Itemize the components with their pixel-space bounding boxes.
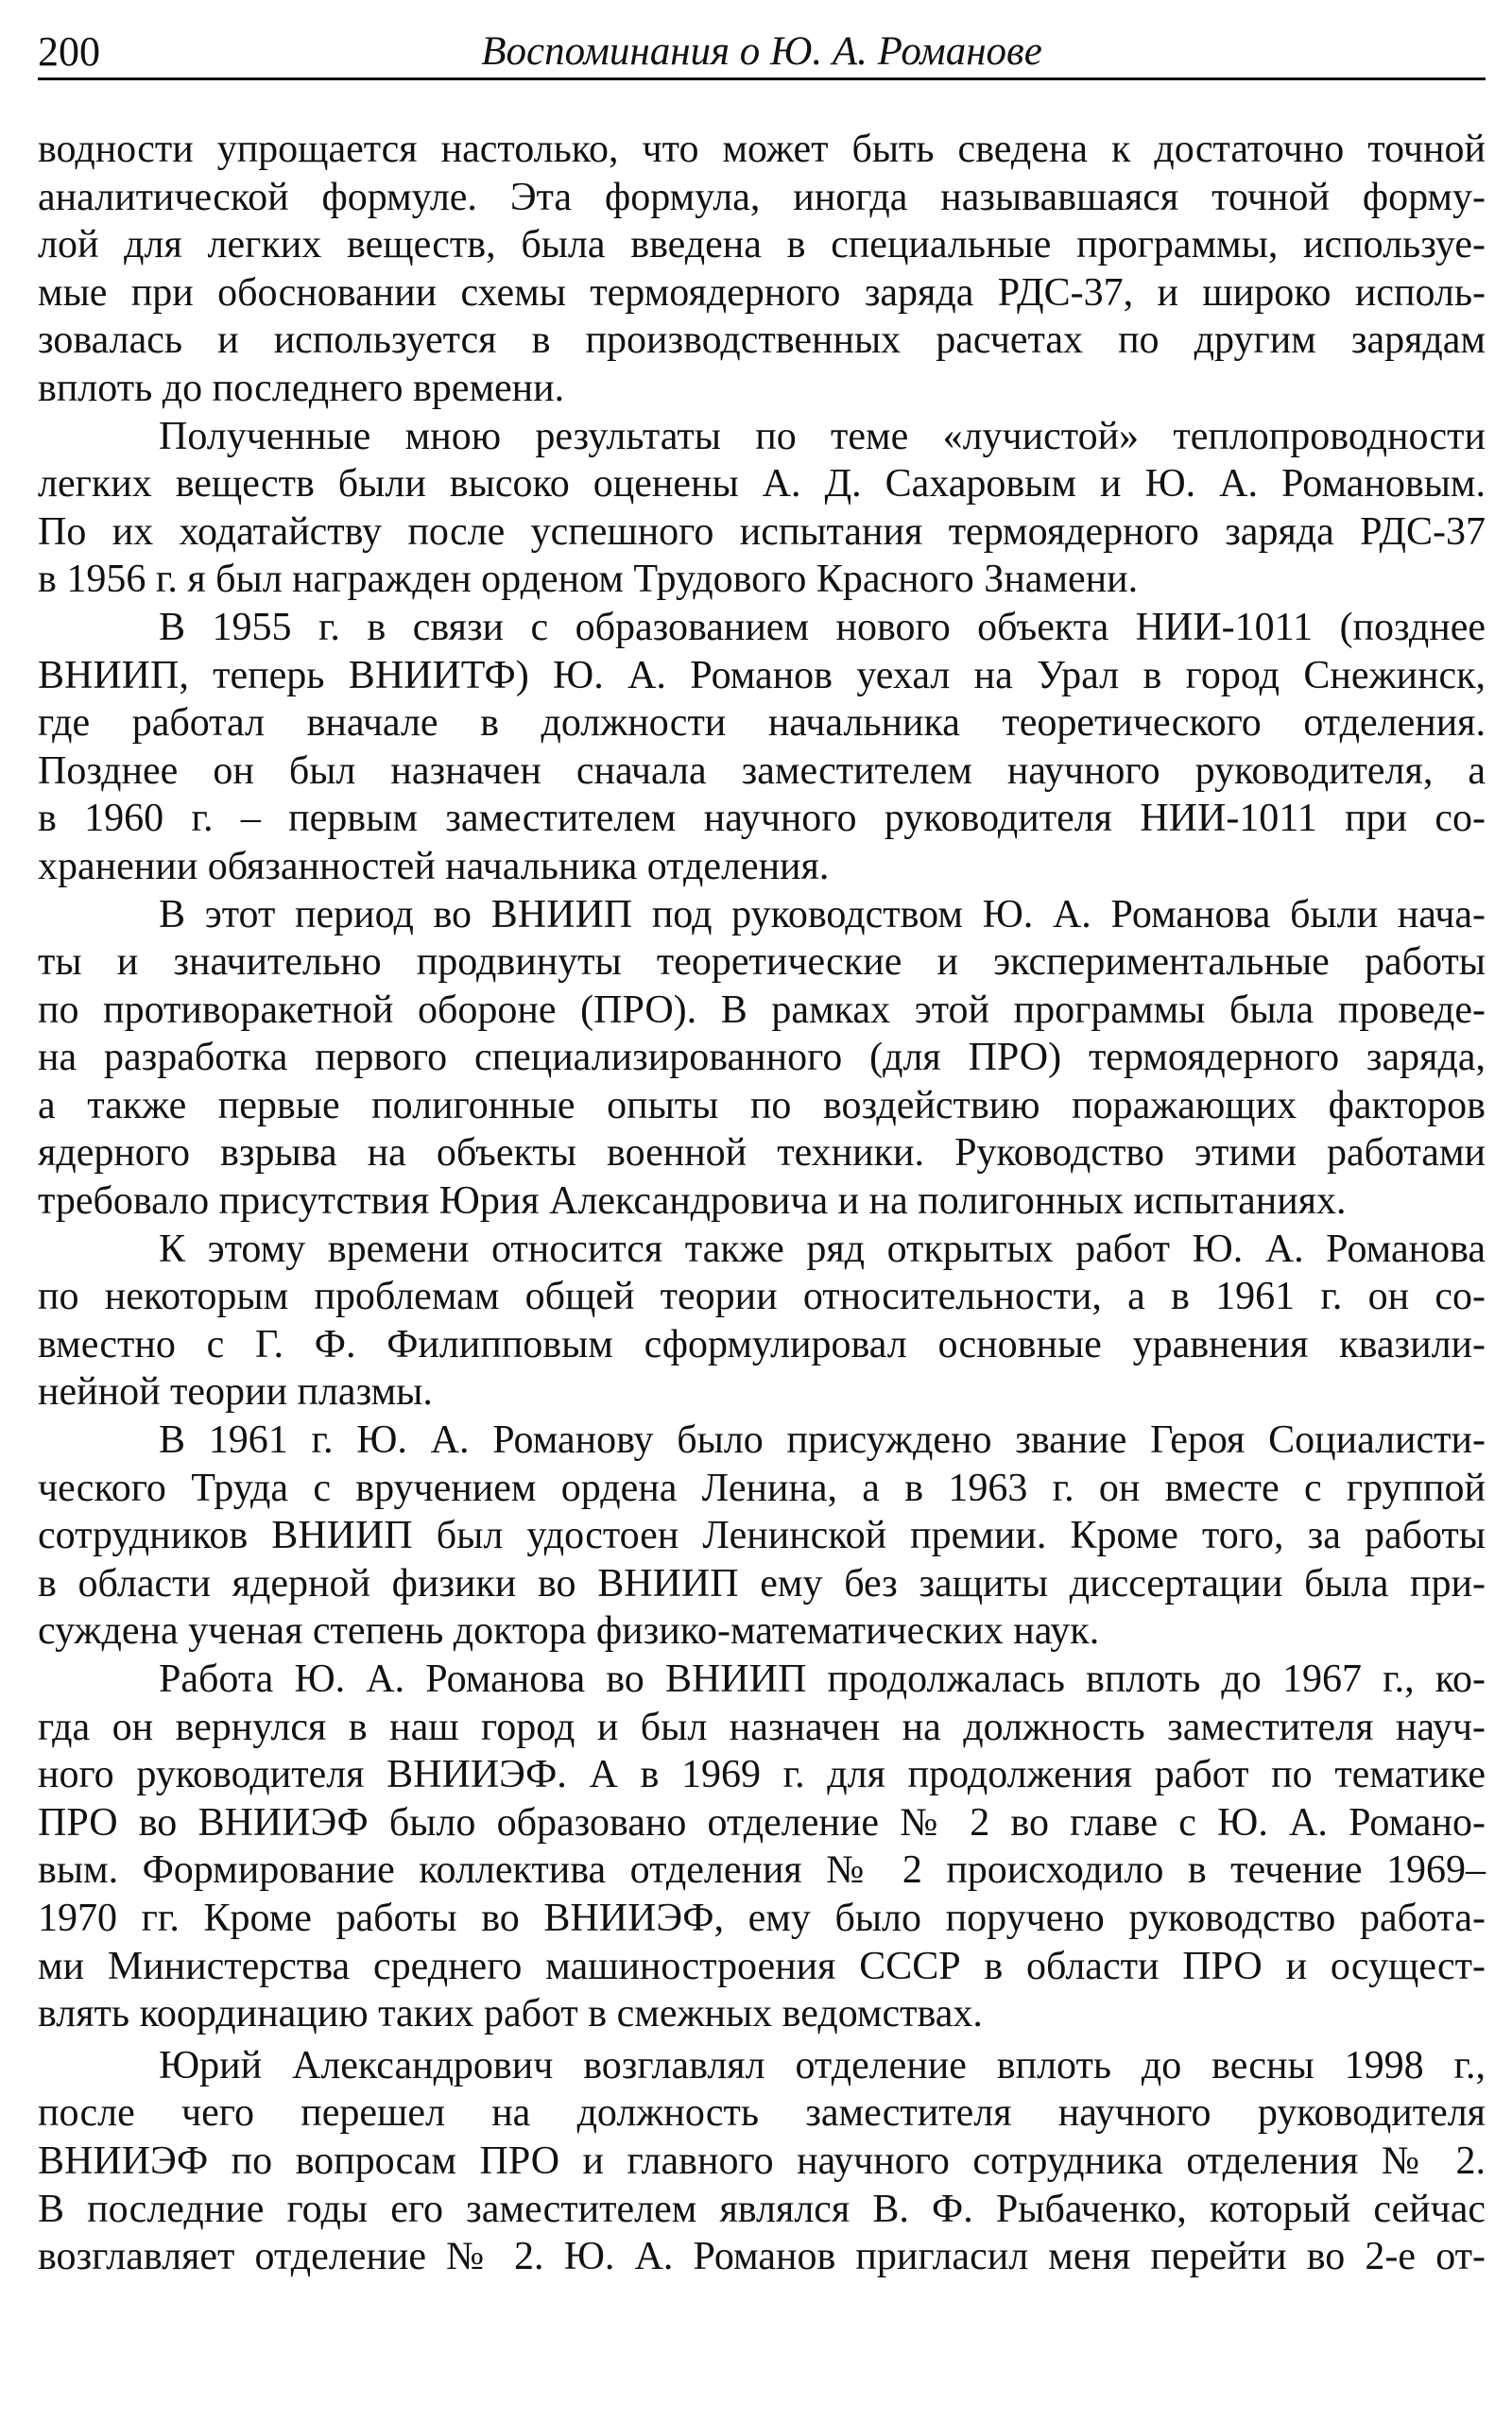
- text-line: где работал вначале в должности начальника теоретического отделения.: [38, 701, 1486, 746]
- text-line: нейной теории плазмы.: [38, 1370, 433, 1415]
- text-line: а также первые полигонные опыты по воздействию поражающих факторов: [38, 1083, 1486, 1127]
- text-line: ми Министерства среднего машиностроения СССР в области ПРО и осущест-: [38, 1944, 1486, 1988]
- text-line: гда он вернулся в наш город и был назначен на должность заместителя науч-: [38, 1705, 1486, 1749]
- text-line: возглавляет отделение № 2. Ю. А. Романов пригласил меня перейти во 2-е от-: [38, 2235, 1486, 2279]
- text-line: Полученные мною результаты по теме «лучистой» теплопроводности: [159, 414, 1486, 458]
- text-line: лой для легких веществ, была введена в специальные программы, используе-: [38, 223, 1486, 267]
- text-line: сотрудников ВНИИП был удостоен Ленинской премии. Кроме того, за работы: [38, 1514, 1486, 1558]
- text-line: водности упрощается настолько, что может быть сведена к достаточно точной: [38, 128, 1486, 171]
- text-line: Работа Ю. А. Романова во ВНИИП продолжалась вплоть до 1967 г., ко-: [159, 1658, 1486, 1701]
- text-line: мые при обосновании схемы термоядерного заряда РДС-37, и широко исполь-: [38, 270, 1486, 315]
- text-line: в 1956 г. я был награжден орденом Трудового Красного Знамени.: [38, 558, 1139, 602]
- running-head: [38, 26, 1486, 80]
- text-line: в 1960 г. – первым заместителем научного руководителя НИИ-1011 при со-: [38, 797, 1486, 841]
- text-line: ного руководителя ВНИИЭФ. А в 1969 г. для продолжения работ по тематике: [38, 1753, 1486, 1797]
- text-line: влять координацию таких работ в смежных ведомствах.: [38, 1992, 983, 2036]
- book-page: [38, 26, 1486, 2281]
- text-line: вым. Формирование коллектива отделения № 2 происходило в течение 1969–: [38, 1848, 1486, 1893]
- text-line: ВНИИЭФ по вопросам ПРО и главного научного сотрудника отделения № 2.: [38, 2139, 1486, 2183]
- text-line: В 1955 г. в связи с образованием нового объекта НИИ-1011 (позднее: [159, 605, 1486, 649]
- text-line: Юрий Александрович возглавлял отделение вплоть до весны 1998 г.,: [159, 2043, 1486, 2087]
- text-line: 1970 гг. Кроме работы во ВНИИЭФ, ему было поручено руководство работа-: [38, 1896, 1486, 1940]
- text-line: требовало присутствия Юрия Александровича и на полигонных испытаниях.: [38, 1179, 1347, 1224]
- text-line: зовалась и используется в производственных расчетах по другим зарядам: [38, 318, 1486, 363]
- text-line: В последние годы его заместителем являлся В. Ф. Рыбаченко, который сейчас: [38, 2187, 1486, 2231]
- text-line: по некоторым проблемам общей теории относительности, а в 1961 г. он со-: [38, 1275, 1486, 1319]
- text-line: в области ядерной физики во ВНИИП ему без защиты диссертации была при-: [38, 1561, 1486, 1606]
- text-line: В 1961 г. Ю. А. Романову было присуждено звание Героя Социалисти-: [159, 1418, 1486, 1463]
- text-line: по противоракетной обороне (ПРО). В рамках этой программы была проведе-: [38, 988, 1486, 1032]
- text-line: на разработка первого специализированного (для ПРО) термоядерного заряда,: [38, 1036, 1486, 1080]
- text-line: ВНИИП, теперь ВНИИТФ) Ю. А. Романов уехал на Урал в город Снежинск,: [38, 653, 1486, 697]
- text-line: Позднее он был назначен сначала заместителем научного руководителя, а: [38, 748, 1486, 793]
- text-line: К этому времени относится также ряд открытых работ Ю. А. Романова: [159, 1227, 1486, 1271]
- text-line: хранении обязанностей начальника отделения.: [38, 844, 830, 888]
- page-number: 200: [38, 28, 100, 75]
- text-line: аналитической формуле. Эта формула, иногда называвшаяся точной форму-: [38, 175, 1486, 219]
- text-line: легких веществ были высоко оценены А. Д. Сахаровым и Ю. А. Романовым.: [38, 462, 1486, 507]
- text-line: суждена ученая степень доктора физико-математических наук.: [38, 1609, 1100, 1654]
- body-text: [38, 126, 1486, 2281]
- text-line: после чего перешел на должность заместителя научного руководителя: [38, 2091, 1486, 2136]
- text-line: ты и значительно продвинуты теоретические и экспериментальные работы: [38, 940, 1486, 985]
- text-line: ядерного взрыва на объекты военной техники. Руководство этими работами: [38, 1131, 1486, 1176]
- text-line: В этот период во ВНИИП под руководством Ю. А. Романова были нача-: [159, 892, 1486, 936]
- text-line: ПРО во ВНИИЭФ было образовано отделение № 2 во главе с Ю. А. Романо-: [38, 1800, 1486, 1845]
- text-line: вплоть до последнего времени.: [38, 366, 565, 410]
- text-line: ческого Труда с вручением ордена Ленина, а в 1963 г. он вместе с группой: [38, 1466, 1486, 1510]
- text-line: вместно с Г. Ф. Филипповым сформулировал основные уравнения квазили-: [38, 1322, 1486, 1366]
- text-line: По их ходатайству после успешного испытания термоядерного заряда РДС-37: [38, 509, 1486, 554]
- running-title: Воспоминания о Ю. А. Романове: [481, 29, 1042, 74]
